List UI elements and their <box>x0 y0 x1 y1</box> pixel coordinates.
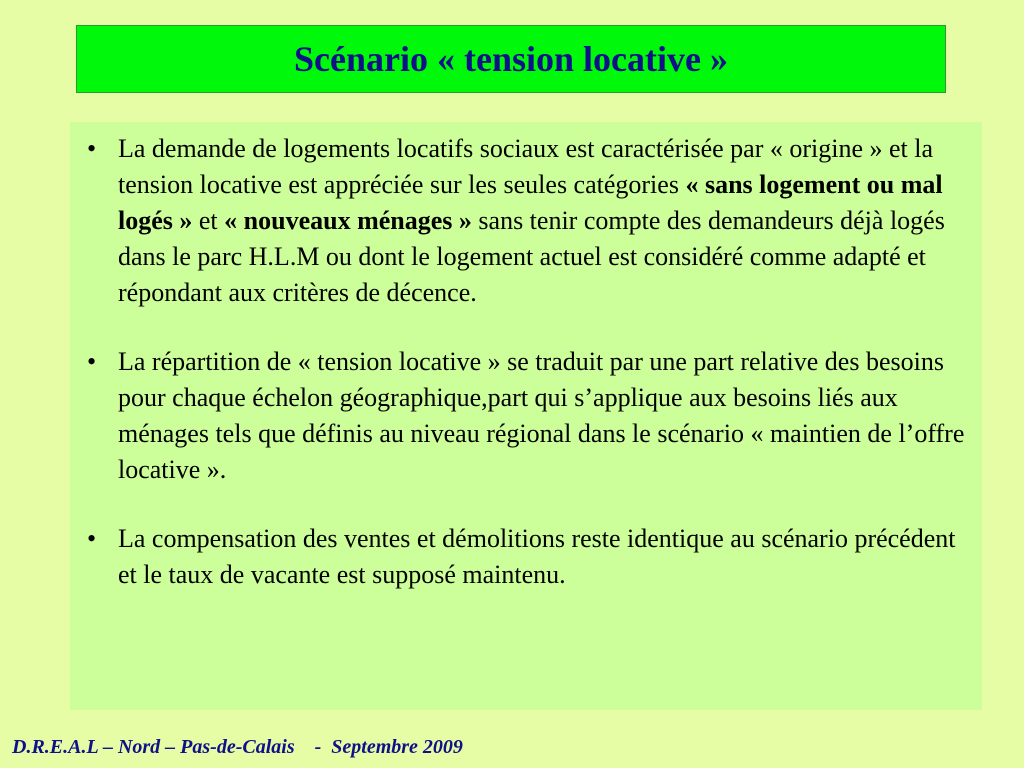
bullet-text-part: sans tenir compte des demandeurs déjà logés dans le parc H.L.M ou dont le logement actuel est considéré comme adapté et répondant aux critères de décence. <box>118 206 945 307</box>
slide-title: Scénario « tension locative » <box>294 39 728 79</box>
bullet-item-repartition <box>75 344 970 488</box>
bullet-text-bold: « sans logement ou mal logés » <box>118 170 943 235</box>
bullet-text-bold: « nouveaux ménages » <box>224 206 472 235</box>
bullet-text-part: et <box>192 206 225 235</box>
bullet-icon: • <box>87 524 97 553</box>
bullet-item-compensation <box>75 521 970 593</box>
bullet-text-part: La répartition de « tension locative » se traduit par une part relative des besoins pour chaque échelon géographique,part qui s’applique aux besoins liés aux ménages tels que définis au niveau régional dans le scénario « maintien de l’offre locative ». <box>118 347 965 484</box>
bullet-text-part: La demande de logements locatifs sociaux est caractérisée par « origine » et la tension locative est appréciée sur les seules catégories <box>118 134 934 199</box>
footer-caption: D.R.E.A.L – Nord – Pas-de-Calais - Septembre 2009 <box>12 736 463 758</box>
bullet-icon: • <box>87 134 97 163</box>
content-panel <box>70 122 982 710</box>
bullet-item-demande <box>75 131 970 311</box>
bullet-list <box>75 131 970 593</box>
bullet-text-part: La compensation des ventes et démolitions reste identique au scénario précédent et le taux de vacante est supposé maintenu. <box>118 524 956 589</box>
title-banner <box>76 25 946 93</box>
bullet-icon: • <box>87 347 97 376</box>
